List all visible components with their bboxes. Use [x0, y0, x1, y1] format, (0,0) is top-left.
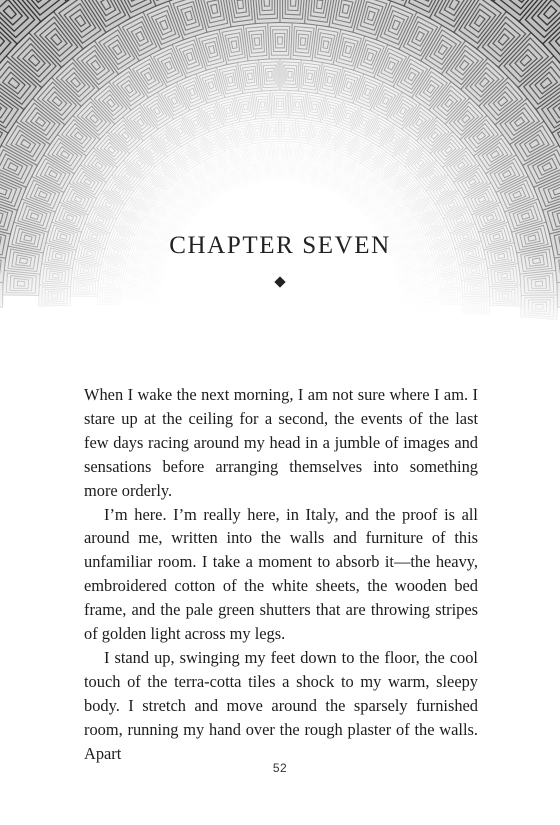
chapter-title: CHAPTER SEVEN	[169, 232, 391, 259]
chapter-body-text	[84, 383, 478, 766]
paragraph: When I wake the next morning, I am not sure where I am. I stare up at the ceiling for a second, the events of the last few days racing around my head in a jumble of images and sensations before arranging themselves into something more orderly.	[84, 385, 478, 500]
paragraph: I’m here. I’m really here, in Italy, and the proof is all around me, written into the walls and furniture of this unfamiliar room. I take a moment to absorb it—the heavy, embroidered cotton of the white sheets, the wooden bed frame, and the pale green shutters that are throwing stripes of golden light across my legs.	[84, 504, 478, 644]
page-number: 52	[272, 761, 288, 775]
paragraph: I stand up, swinging my feet down to the floor, the cool touch of the terra-cotta tiles a shock to my warm, sleepy body. I stretch and move around the sparsely furnished room, running my hand over the rough plaster of the walls. Apart	[84, 647, 478, 763]
